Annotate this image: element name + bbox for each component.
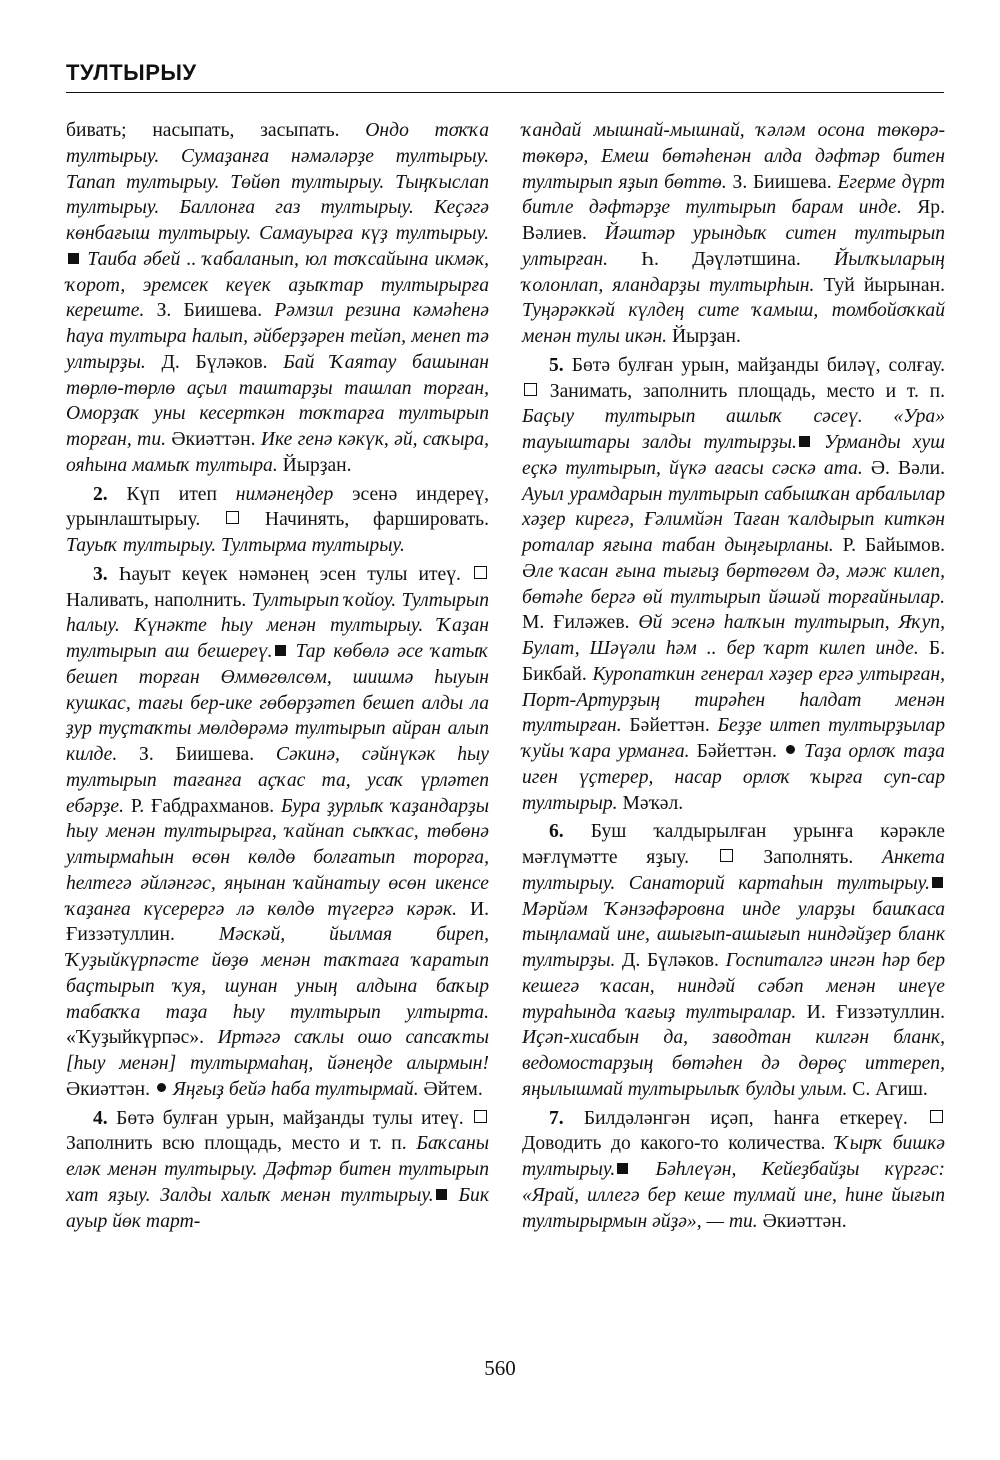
dictionary-paragraph <box>66 562 489 1103</box>
example-text: Туңәрәккәй күлдең сите ҡамыш, томбойоҡкай менән тулы икән. <box>522 300 945 347</box>
white-square-icon <box>930 1110 943 1123</box>
definition-text: бивать; насыпать, засыпать. <box>66 120 366 141</box>
definition-text: М. Ғиләжев. <box>522 612 639 634</box>
example-text: Сәкинә, сәйнүкәк һыу тултырып тағанға аҫҡас та, усаҡ үрләтеп ебәрҙе. <box>66 744 489 817</box>
dictionary-paragraph <box>66 118 489 479</box>
definition-text: Күп итеп <box>107 483 236 505</box>
right-column <box>522 118 945 1234</box>
example-text: Иҫәп-хисабын да, заводтан килгән бланк, ведомостарҙың бөтәһен дә дөрөҫ иттереп, яңылышмай тултырылыҡ булды улым. <box>522 1027 945 1100</box>
example-text: Бик ауыр йөк тарт- <box>66 1184 489 1232</box>
example-text: Таиба әбей .. ҡабаланып, юл тоҡсайына икмәк, ҡорот, эремсек кеүек аҙыҡтар тултырырға кереште. <box>66 248 489 322</box>
definition-text: Яр. Вәлиев. <box>522 197 945 244</box>
example-text: Ике генә кәкүк, әй, саҡыра, ояһына мамыҡ тултыра. <box>66 429 489 476</box>
definition-text: З. Биишева. <box>117 744 276 765</box>
definition-text: Б. Бикбай. <box>522 638 945 685</box>
dictionary-paragraph <box>522 353 945 817</box>
example-text: Таҙа орлоҡ таҙа иген үҫтерер, насар орлоҡ ҡырға суп-сар тултырыр. <box>522 741 945 814</box>
example-text: Әле ҡасан ғына тығыҙ бөртөгөм дә, мәж килеп, бөтәһе бергә өй тултырып йәшәй торғайнылар. <box>522 560 945 608</box>
example-text: ҡандай мышнай-мышнай, ҡәләм осона төкөрә-төкөрә, Емеш бөтәһенән алда дәфтәр битен тултырып яҙып бөттө. <box>522 120 945 193</box>
black-square-icon <box>617 1163 628 1174</box>
definition-text: Йырҙан. <box>277 454 352 476</box>
page-title: ТУЛТЫРЫУ <box>66 60 197 85</box>
dictionary-paragraph <box>522 819 945 1102</box>
definition-text: Буш ҡалдырылған урынға кәрәкле мәғлүмәтте яҙыу. <box>522 821 945 868</box>
example-text: Тар көбөлә әсе ҡатыҡ бешеп торған Өммөгөлсөм, шишмә һыуын кушкас, тағы бер-ике гөбөрҙәтеп бешеп алды ла ҙур туҫтаҡты мөлдөрәмә тултырып айран алып килде. <box>66 641 489 765</box>
example-text: Баҫыу тултырып ашлыҡ сәсеү. «Ура» тауыштары залды тултырҙы. <box>522 406 945 453</box>
example-text: Бура ҙурлыҡ ҡаҙандарҙы һыу менән тултырырға, ҡайнап сыҡҡас, төбөнә ултырмаһын өсөн көлдө болғатып торорға, һелтегә әйләнгәс, яңынан ҡайнатыу өсөн икенсе ҡаҙанға күсерергә лә көлдө түгергә кәрәк. <box>66 795 490 920</box>
definition-text: Ә. Вәли. <box>862 457 945 479</box>
sense-number: 7. <box>549 1107 564 1129</box>
definition-text: С. Агиш. <box>847 1078 928 1100</box>
definition-text: Д. Бүләков. <box>615 950 726 971</box>
page-number: 560 <box>484 1356 516 1380</box>
definition-text: Һ. Дәүләтшина. <box>608 248 835 270</box>
sense-number: 4. <box>93 1107 108 1129</box>
definition-text: Р. Ғабдрахманов. <box>124 795 282 817</box>
example-text: Мәрйәм Ҡәнзәфәровна инде уларҙы башҡаса тыңламай ине, ашығып-ашығып ниндәйҙер бланк тултырҙы. <box>522 898 945 971</box>
definition-text: Әкиәттән. <box>757 1210 847 1232</box>
definition-text: Әкиәттән. <box>166 429 261 450</box>
definition-text: И. Ғиззәтуллин. <box>796 1001 945 1023</box>
example-text: Бәһлеүән, Кейеҙбайҙы күргәс: «Ярай, иллегә бер кеше тулмай ине, һине йығып тултырырмын әйҙә», — ти. <box>522 1159 945 1232</box>
definition-text: Начинять, фаршировать. <box>264 509 489 531</box>
example-text: Бай Ҡаятау башынан төрлө-төрлө аҫыл таштарҙы ташлап торған, Оморҙаҡ уны кесерткән тоҡтарға тултырып торған, ти. <box>66 351 489 450</box>
bullet-icon <box>786 745 795 754</box>
sense-number: 3. <box>93 563 108 585</box>
example-text: Беҙҙе илтеп тултырҙылар ҡуйы ҡара урманға. <box>522 715 946 762</box>
definition-text: З. Биишева. <box>144 300 275 322</box>
example-text: Ҡырҡ бишкә тултырыу. <box>522 1133 945 1180</box>
definition-text: эсенә индереү, урынлаштырыу. <box>66 483 489 531</box>
bullet-icon <box>157 1083 166 1092</box>
black-square-icon <box>932 877 943 888</box>
black-square-icon <box>275 645 286 656</box>
example-text: Иртәгә саҡлы ошо сапсаҡты [һыу менән] тултырмаһаң, йәнеңде алырмын! <box>66 1027 489 1074</box>
definition-text: И. Ғиззәтуллин. <box>66 898 489 946</box>
definition-text: Билдәләнгән иҫәп, һанға еткереү. <box>563 1107 928 1129</box>
sense-number: 2. <box>93 483 108 505</box>
black-square-icon <box>68 253 79 264</box>
definition-text: Бәйеттән. <box>689 741 784 762</box>
definition-text: Наливать, наполнить. <box>66 589 252 611</box>
definition-text: Әкиәттән. <box>66 1078 155 1100</box>
dictionary-paragraph <box>522 1106 945 1235</box>
white-square-icon <box>226 511 239 524</box>
example-text: Баҡсаны еләк менән тултырыу. Дәфтәр битен тултырып хат яҙыу. Залды халыҡ менән тултырыу. <box>66 1133 489 1206</box>
white-square-icon <box>720 849 733 862</box>
definition-text: «Ҡуҙыйкүрпәс». <box>66 1027 218 1049</box>
example-text: Куропаткин генерал хәҙер ергә ултырған, Порт-Артурҙың тирәһен һалдат менән тултырған. <box>522 663 945 737</box>
example-text: Рәмзил резина кәмәһенә һауа тултыра һалып, әйберҙәрен тейәп, менеп тә ултырҙы. <box>66 300 489 373</box>
example-text: Анкета тултырыу. Санаторий картаһын тултырыу. <box>522 847 945 894</box>
definition-text: Заполнить всю площадь, место и т. п. <box>66 1133 417 1155</box>
definition-text: Д. Бүләков. <box>145 351 284 373</box>
dictionary-paragraph <box>66 482 489 559</box>
definition-text: Заполнять. <box>763 847 882 868</box>
dictionary-paragraph <box>66 1106 489 1235</box>
white-square-icon <box>524 383 537 396</box>
example-text: Мәскәй, йылмая биреп, Ҡуҙыйкүрпәсте йөҙө менән таҡтаға ҡаратып баҫтырып ҡуя, шунан уның алдына баҡыр табаҡҡа таҙа һыу тултырып ултырта. <box>66 924 489 1023</box>
example-text: Госпиталгә ингән һәр бер кешегә ҡасан, ниндәй сәбәп менән инеүе тураһында ҡағыҙ тултыралар. <box>522 950 945 1023</box>
example-text: Йылҡыларың ҡолонлап, яландарҙы тултырһын. <box>522 248 945 296</box>
white-square-icon <box>474 566 487 579</box>
example-text: Тултырып ҡойоу. Тултырып һалыу. Күнәкте һыу менән тултырыу. Ҡаҙан тултырып аш бешереү. <box>66 589 489 662</box>
black-square-icon <box>799 436 810 447</box>
definition-text: Мәҡәл. <box>617 792 684 814</box>
example-text: Ауыл урамдарын тултырып сабышҡан арбалылар хәҙер кирегә, Ғәлимйән Таған ҡалдырып киткән роталар яғына табан дыңғырланы. <box>522 483 945 556</box>
sense-number: 5. <box>549 354 564 376</box>
definition-text: Р. Байымов. <box>833 535 945 556</box>
definition-text: Бөтә булған урын, майҙанды биләү, солғау. <box>563 354 945 376</box>
definition-text: Әйтем. <box>418 1078 483 1100</box>
definition-text: З. Биишева. <box>726 171 838 193</box>
white-square-icon <box>474 1110 487 1123</box>
definition-text: Доводить до какого-то количества. <box>522 1133 836 1155</box>
example-text: Урманды хуш еҫкә тултырып, йүкә ағасы сәскә ата. <box>522 432 945 479</box>
example-text: Йәштәр урындыҡ ситен тултырып ултырған. <box>522 223 946 270</box>
definition-text: Занимать, заполнить площадь, место и т. п. <box>549 380 945 402</box>
definition-text: Туй йырынан. <box>814 274 945 296</box>
black-square-icon <box>436 1189 447 1200</box>
definition-text: Йырҙан. <box>667 326 741 347</box>
definition-text: Һауыт кеүек нәмәнең эсен тулы итеү. <box>107 563 472 585</box>
dictionary-paragraph <box>522 118 945 350</box>
example-text: Яңғыҙ бейә һаба тултырмай. <box>172 1078 419 1100</box>
example-text: Ондо тоҡҡа тултырыу. Сумаҙанға нәмәләрҙе тултырыу. Тапап тултырыу. Төйөп тултырыу. Тыңҡыслап тултырыу. Баллонға газ тултырыу. Кеҫәгә көнбағыш тултырыу. Самауырға күҙ тултырыу. <box>66 120 490 244</box>
example-text: Егерме дүрт битле дәфтәрҙе тултырып барам инде. <box>522 171 945 219</box>
example-text: Тауыҡ тултырыу. Тултырма тултырыу. <box>66 535 405 556</box>
definition-text: Бөтә булған урын, майҙанды тулы итеү. <box>107 1107 472 1129</box>
sense-number: 6. <box>549 821 564 843</box>
definition-text: Бәйеттән. <box>621 715 718 737</box>
example-text: Өй эсенә һалҡын тултырып, Яҡуп, Булат, Шәүәли һәм .. бер ҡарт килеп инде. <box>522 612 946 659</box>
left-column <box>66 118 489 1234</box>
running-header <box>66 58 944 93</box>
example-text: нимәнеңдер <box>235 483 334 505</box>
